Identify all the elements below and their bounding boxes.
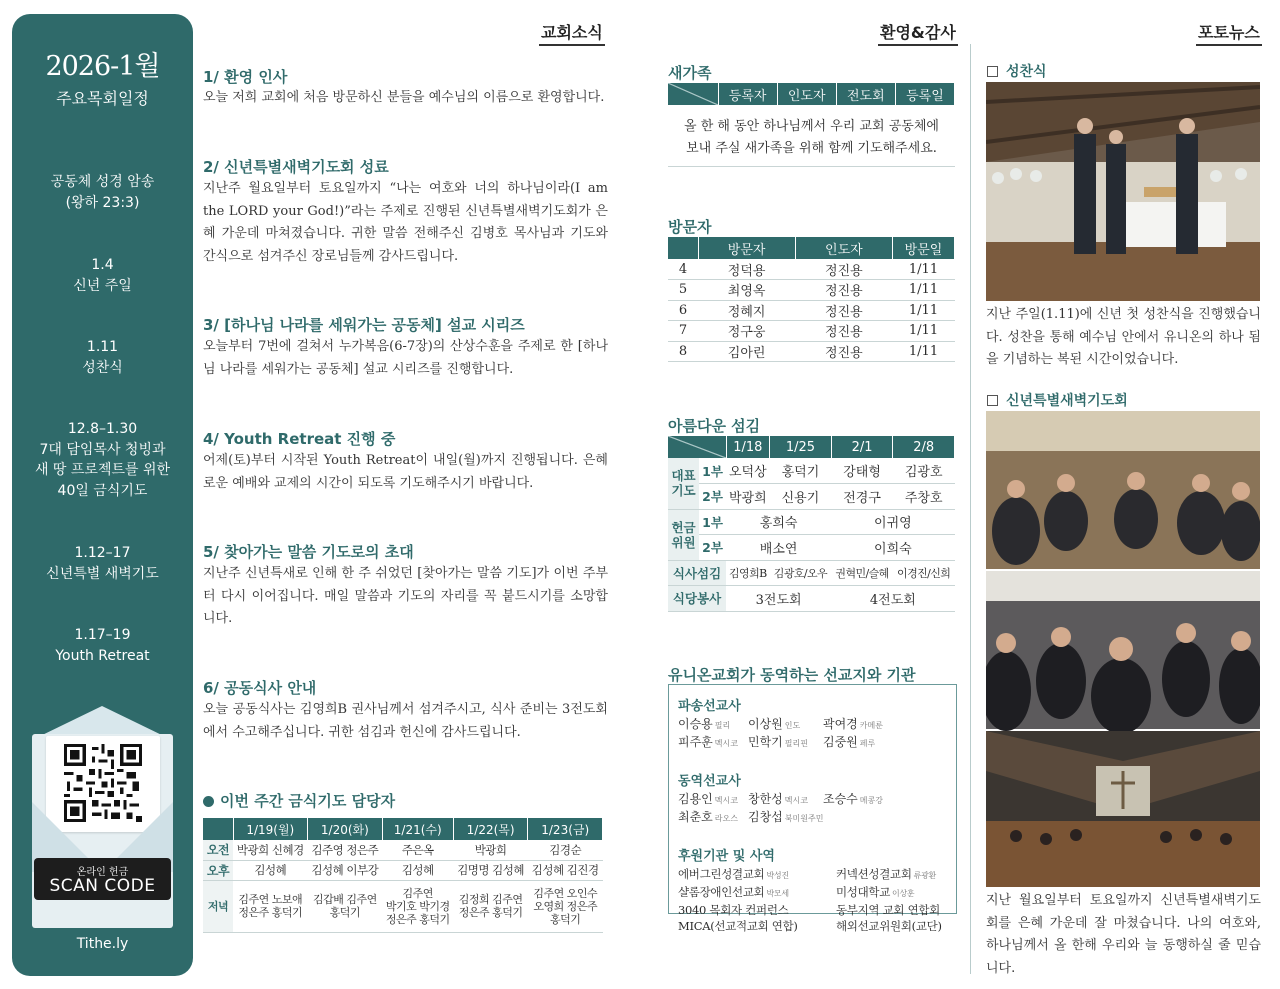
list-item: 창한성 멕시코 <box>748 792 808 806</box>
schedule-event: 1.12–17 신년특별 새벽기도 <box>46 545 159 582</box>
list-item: 김중원 페루 <box>823 735 876 749</box>
table-row: 2부 배소연 이희숙 <box>668 535 955 561</box>
news-body: 어제(토)부터 시작된 Youth Retreat이 내일(월)까지 진행됩니다. 은혜로운 예배와 교제의 시간이 되도록 기도해주시기 바랍니다. <box>203 453 608 491</box>
table-header: 1/25 <box>770 436 832 458</box>
table-header: 1/21(수) <box>382 818 453 840</box>
table-header: 2/1 <box>831 436 893 458</box>
list-item: 곽여경 카메룬 <box>823 717 883 731</box>
list-item: 최춘호 라오스 <box>678 810 738 824</box>
list-item: MICA(선교적교회 연합) <box>678 919 798 933</box>
mission-title: 유니온교회가 동역하는 선교지와 기관 <box>668 666 916 684</box>
communion-photo <box>986 82 1260 301</box>
list-item: 김창섭 북미원주민 <box>748 810 824 824</box>
table-header-row <box>203 818 603 840</box>
table-row: 저녁 김주연 노보애 정은주 홍덕기 김갑배 김주연 홍덕기 김주연 박기호 박기경 정은주 홍덕기 김정희 김주연 정은주 홍덕기 김주연 오인수 오영희 정은주 홍덕기 <box>203 880 603 932</box>
mission-box <box>668 684 957 933</box>
schedule-sidebar <box>12 14 193 976</box>
new-family-message: 올 한 해 동안 하나님께서 우리 교회 공동체에 보내 주실 새가족을 위해 함께 기도해주세요. <box>668 116 955 167</box>
serving-table <box>668 436 955 612</box>
table-row: 6 정혜지 정진용 1/11 <box>668 300 955 321</box>
table-header: 방문자 <box>698 237 795 259</box>
news-title: 5/ 찾아가는 말씀 기도로의 초대 <box>203 543 414 561</box>
table-header: 등록자 <box>718 83 777 105</box>
online-offering-envelope <box>32 706 173 928</box>
table-row: 식당봉사 3전도회 4전도회 <box>668 586 955 612</box>
mission-list <box>678 791 948 827</box>
news-title: 1/ 환영 인사 <box>203 68 288 86</box>
list-item: 에버그린성결교회 박성진 <box>678 867 789 881</box>
mission-category: 동역선교사 <box>678 774 741 789</box>
visitors-title: 방문자 <box>668 218 712 236</box>
table-header: 방문일 <box>893 237 955 259</box>
bullet-dot-icon <box>203 796 214 807</box>
news-body: 오늘 공동식사는 김영희B 권사님께서 섬겨주시고, 식사 준비는 3전도회에서 수고해주십니다. 귀한 섬김과 헌신에 감사드립니다. <box>203 702 608 740</box>
table-header: 1/22(목) <box>453 818 528 840</box>
table-row: 4 정덕용 정진용 1/11 <box>668 259 955 280</box>
table-header: 1/18 <box>726 436 770 458</box>
section-header-welcome: 환영&감사 <box>878 20 958 46</box>
table-header: 등록일 <box>895 83 954 105</box>
column-divider <box>970 44 971 974</box>
table-row: 5 최영옥 정진용 1/11 <box>668 280 955 301</box>
list-item: 3040 목회자 컨퍼런스 <box>678 903 789 917</box>
table-row: 오전 박광희 신혜경 김주영 정은주 주은옥 박광희 김경순 <box>203 840 603 860</box>
news-title: 3/ [하나님 나라를 세워가는 공동체] 설교 시리즈 <box>203 316 525 334</box>
news-body: 지난주 신년특새로 인해 한 주 쉬었던 [찾아가는 말씀 기도]가 이번 주부터 다시 이어집니다. 매일 말씀과 기도의 자리를 꼭 붙드시기를 소망합니다. <box>203 566 608 626</box>
table-row: 2부 박광희 신용기 전경구 주창호 <box>668 484 955 510</box>
list-item: 커넥션성결교회 류광환 <box>836 867 936 881</box>
fasting-title: 이번 주간 금식기도 담당자 <box>203 790 395 811</box>
news-body: 지난주 월요일부터 토요일까지 “나는 여호와 너의 하나님이라(I am the LORD your God!)”라는 주제로 진행된 신년특별새벽기도회가 은혜 가운데 마쳐졌습니다. 귀한 말씀 전해주신 김병호 목사님과 기도와 간식으로 섬겨주신 장로님들께 감사드립니다. <box>203 181 608 264</box>
table-row: 헌금 위원 1부 홍희숙 이귀영 <box>668 509 955 535</box>
sidebar-subtitle: 주요목회일정 <box>56 89 149 108</box>
dawn-prayer-photos <box>986 411 1260 887</box>
table-header: 1/23(금) <box>528 818 603 840</box>
sidebar-year: 2026-1월 <box>45 51 160 82</box>
photo-caption: 지난 월요일부터 토요일까지 신년특별새벽기도회를 은혜 가운데 잘 마쳤습니다. 나의 여호와, 하나님께서 올 한해 우리와 늘 동행하실 줄 믿습니다. <box>986 893 1261 976</box>
table-row: 8 김아린 정진용 1/11 <box>668 341 955 362</box>
table-header: 인도자 <box>777 83 836 105</box>
table-row: 식사섬김 김영희B 김광호/오우 권혁민/슬혜 이경진/신희 <box>668 560 955 586</box>
news-body: 오늘 저희 교회에 처음 방문하신 분들을 예수님의 이름으로 환영합니다. <box>203 90 605 105</box>
mission-category: 후원기관 및 사역 <box>678 849 775 864</box>
schedule-event: 1.11 성찬식 <box>82 339 123 376</box>
tithe-link[interactable]: Tithe.ly <box>76 936 129 952</box>
table-row: 오후 김성혜 김성혜 이부강 김성혜 김명명 김성혜 김성혜 김진경 <box>203 860 603 880</box>
mission-list <box>678 866 948 934</box>
list-item: 민학기 필리핀 <box>748 735 808 749</box>
list-item: 이상원 인도 <box>748 717 801 731</box>
section-header-news: 교회소식 <box>539 20 605 46</box>
checkbox-icon <box>987 66 998 77</box>
new-family-table <box>668 83 955 105</box>
table-header-row <box>668 237 955 259</box>
checkbox-icon <box>987 395 998 406</box>
news-title: 6/ 공동식사 안내 <box>203 679 317 697</box>
table-row: 7 정구웅 정진용 1/11 <box>668 321 955 342</box>
photo-caption: 지난 주일(1.11)에 신년 첫 성찬식을 진행했습니다. 성찬을 통해 예수님 안에서 유니온의 하나 됨을 기념하는 복된 시간이었습니다. <box>986 307 1261 367</box>
photo-title: 신년특별새벽기도회 <box>987 390 1128 410</box>
section-header-photo: 포토뉴스 <box>1196 20 1262 46</box>
list-item: 이승용 필리 <box>678 717 731 731</box>
table-header: 전도회 <box>836 83 895 105</box>
news-title: 4/ Youth Retreat 진행 중 <box>203 430 396 448</box>
schedule-event: 1.4 신년 주일 <box>73 257 132 294</box>
list-item: 조승수 메콩강 <box>823 792 883 806</box>
table-row: 대표 기도 1부 오덕상 홍덕기 강태형 김광호 <box>668 458 955 484</box>
table-header: 2/8 <box>893 436 955 458</box>
fasting-table <box>203 818 603 933</box>
mission-list <box>678 716 948 752</box>
list-item: 미성대학교 이상훈 <box>836 885 915 899</box>
list-item: 해외선교위원회(교단) <box>836 919 942 933</box>
news-title: 2/ 신년특별새벽기도회 성료 <box>203 158 389 176</box>
news-body: 오늘부터 7번에 걸쳐서 누가복음(6-7장)의 산상수훈을 주제로 한 [하나님 나라를 세워가는 공동체] 설교 시리즈를 진행합니다. <box>203 339 608 377</box>
mission-category: 파송선교사 <box>678 699 741 714</box>
new-family-title: 새가족 <box>668 64 712 82</box>
schedule-event: 12.8–1.30 7대 담임목사 청빙과 새 땅 프로젝트를 위한 40일 금식기도 <box>34 421 171 499</box>
scan-code-label: 온라인 헌금 SCAN CODE <box>34 858 171 900</box>
table-header: 1/20(화) <box>308 818 383 840</box>
photo-title: 성찬식 <box>987 61 1047 81</box>
table-header: 인도자 <box>795 237 892 259</box>
schedule-event: 공동체 성경 암송 (왕하 23:3) <box>50 174 155 211</box>
table-header: 1/19(월) <box>233 818 308 840</box>
table-header-row <box>668 83 955 105</box>
list-item: 피주훈 멕시코 <box>678 735 738 749</box>
schedule-event: 1.17–19 Youth Retreat <box>55 627 150 664</box>
visitors-table <box>668 237 955 362</box>
list-item: 샬롬장애인선교회 박모세 <box>678 885 789 899</box>
list-item: 동부지역 교회 연합회 <box>836 903 940 917</box>
serving-title: 아름다운 섬김 <box>668 417 761 435</box>
list-item: 김용인 멕시코 <box>678 792 738 806</box>
table-header-row <box>668 436 955 458</box>
